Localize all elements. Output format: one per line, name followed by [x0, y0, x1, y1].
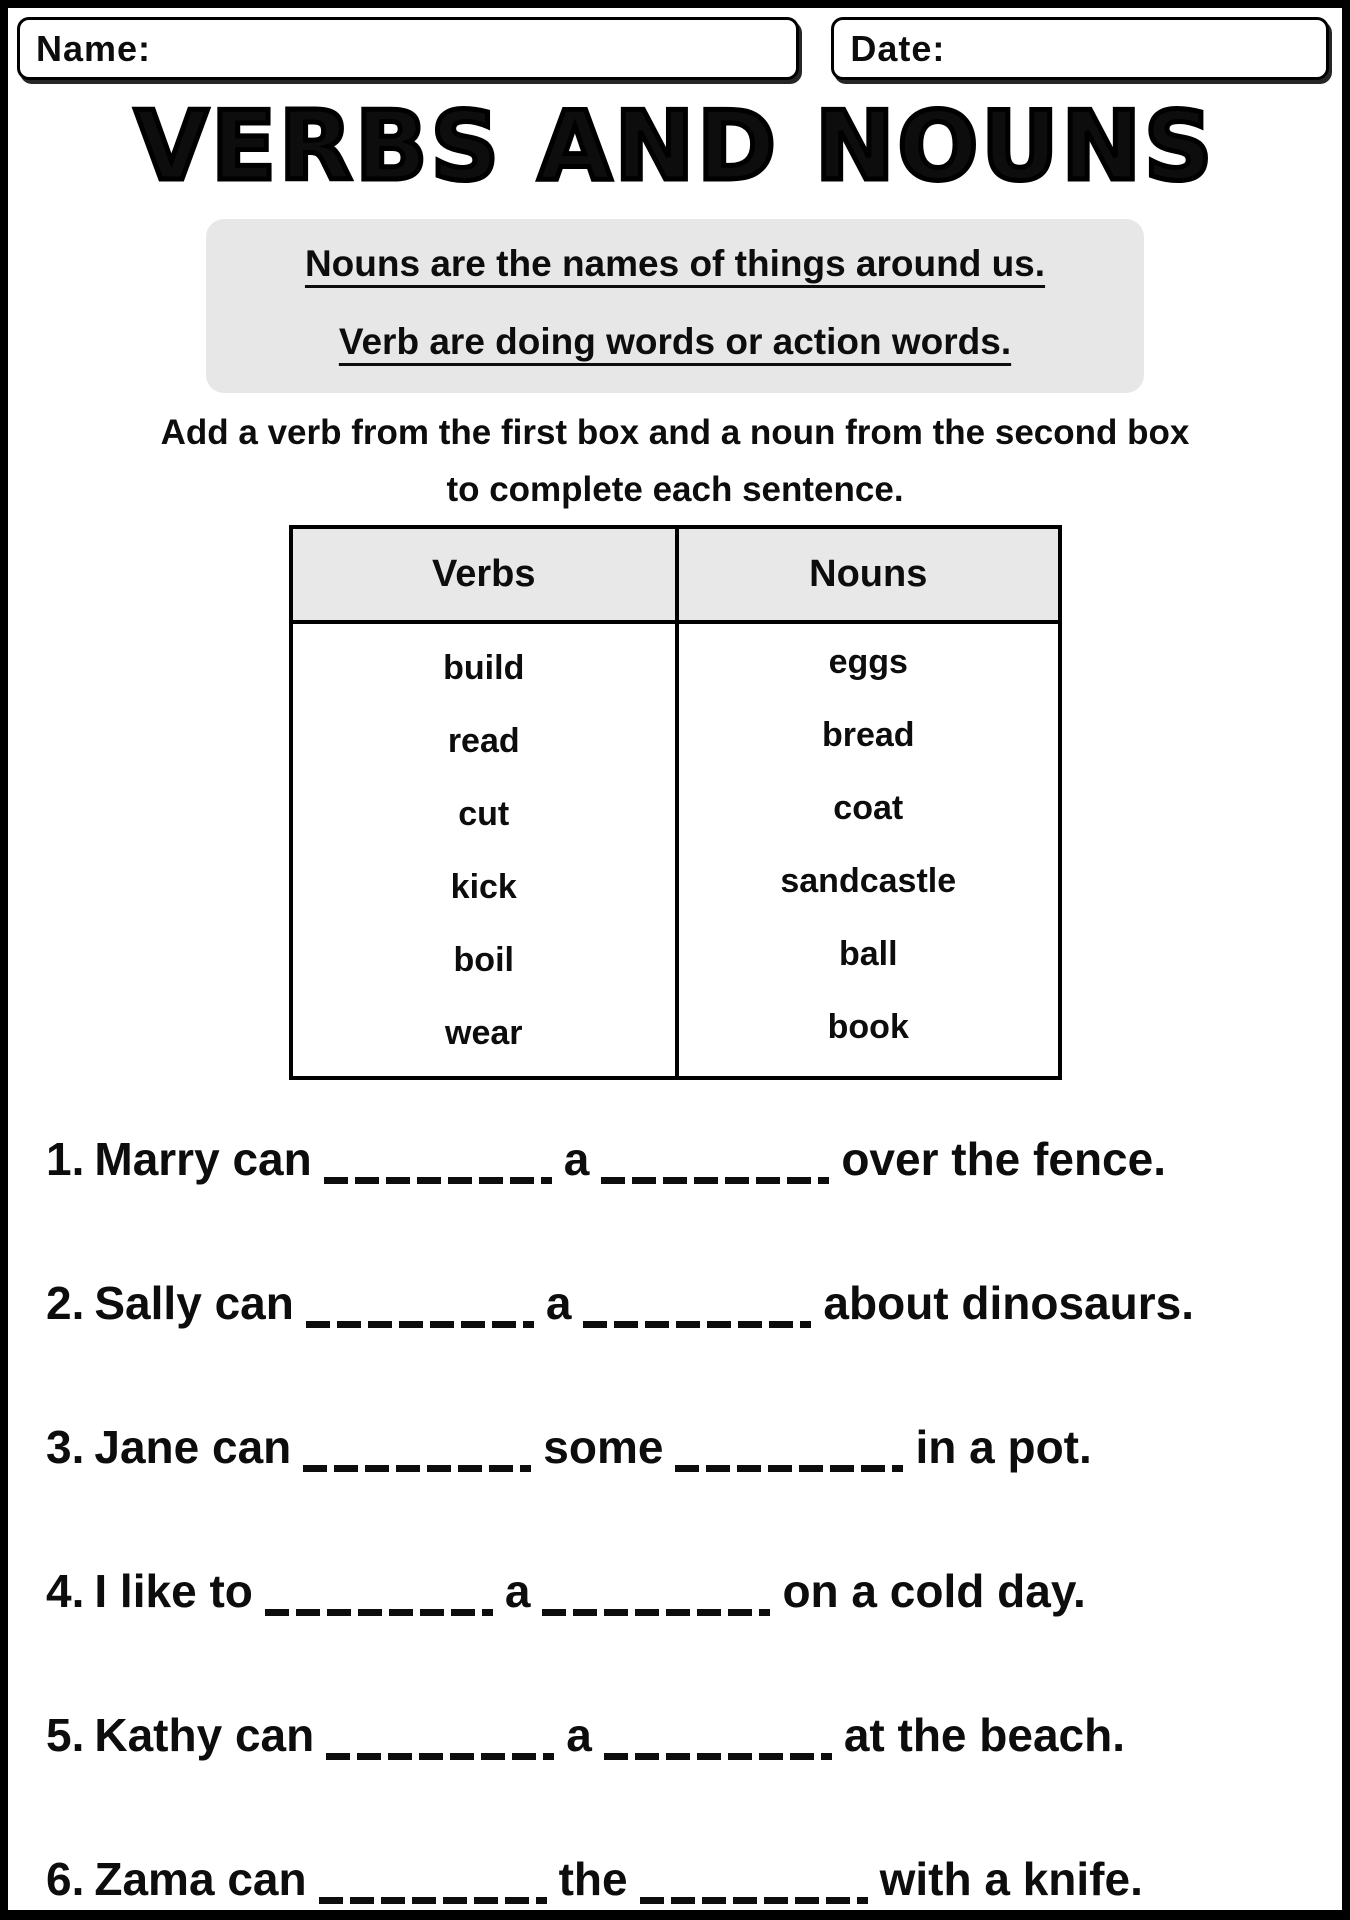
nouns-column	[675, 624, 1058, 1076]
verb-word: read	[447, 721, 520, 760]
verb-word: kick	[450, 867, 517, 906]
word-bank-body	[293, 624, 1058, 1076]
verb-word: boil	[453, 940, 514, 979]
verb-word: wear	[445, 1013, 523, 1052]
verbs-column-header: Verbs	[431, 552, 536, 595]
verb-blank[interactable]	[326, 1753, 554, 1760]
date-label: Date:	[850, 27, 946, 69]
sentence-number: 3.	[46, 1420, 85, 1473]
page-title: VERBS AND NOUNS	[134, 92, 1216, 202]
sentences-section	[46, 1132, 1322, 1906]
sentence-4	[46, 1564, 1322, 1618]
sentence-number: 1.	[46, 1132, 85, 1185]
date-field-box[interactable]	[831, 17, 1329, 80]
noun-blank[interactable]	[640, 1897, 868, 1904]
noun-word: sandcastle	[780, 861, 957, 900]
noun-blank[interactable]	[601, 1177, 829, 1184]
sentence-text-mid: a	[504, 1564, 531, 1617]
sentence-text-mid: the	[558, 1852, 628, 1905]
name-field-box[interactable]	[17, 17, 799, 80]
noun-word: eggs	[828, 642, 908, 681]
sentence-1	[46, 1132, 1322, 1186]
verb-word: build	[443, 648, 525, 687]
sentence-text-post: over the fence.	[841, 1132, 1166, 1185]
verb-blank[interactable]	[324, 1177, 552, 1184]
sentence-6	[46, 1852, 1322, 1906]
definitions-box	[206, 219, 1144, 393]
name-label: Name:	[36, 27, 152, 69]
sentence-number: 5.	[46, 1708, 85, 1761]
instructions-line-1: Add a verb from the first box and a noun from the second box	[160, 412, 1190, 452]
sentence-text-pre: Jane can	[94, 1420, 292, 1473]
verb-definition: Verb are doing words or action words.	[338, 320, 1012, 362]
sentence-text-post: with a knife.	[879, 1852, 1143, 1905]
noun-blank[interactable]	[604, 1753, 832, 1760]
noun-word: coat	[833, 788, 904, 827]
noun-word: ball	[838, 934, 898, 973]
sentence-text-pre: I like to	[94, 1564, 253, 1617]
sentence-text-mid: a	[563, 1132, 590, 1185]
name-date-row	[17, 17, 1329, 80]
word-bank-table	[289, 525, 1062, 1080]
verb-word: cut	[458, 794, 510, 833]
sentence-2	[46, 1276, 1322, 1330]
noun-blank[interactable]	[675, 1465, 903, 1472]
sentence-text-post: about dinosaurs.	[823, 1276, 1195, 1329]
noun-word: bread	[821, 715, 915, 754]
verb-blank[interactable]	[306, 1321, 534, 1328]
verb-blank[interactable]	[303, 1465, 531, 1472]
sentence-number: 4.	[46, 1564, 85, 1617]
sentence-text-pre: Sally can	[94, 1276, 294, 1329]
sentence-text-post: on a cold day.	[782, 1564, 1086, 1617]
sentence-number: 2.	[46, 1276, 85, 1329]
sentence-text-mid: some	[543, 1420, 664, 1473]
nouns-column-header: Nouns	[675, 529, 1058, 620]
sentence-3	[46, 1420, 1322, 1474]
noun-blank[interactable]	[542, 1609, 770, 1616]
instructions-line-2: to complete each sentence.	[446, 469, 904, 509]
noun-definition: Nouns are the names of things around us.	[304, 242, 1046, 284]
sentence-text-pre: Zama can	[94, 1852, 307, 1905]
sentence-text-pre: Kathy can	[94, 1708, 315, 1761]
sentence-text-mid: a	[566, 1708, 592, 1761]
noun-word: book	[827, 1007, 909, 1046]
sentence-text-pre: Marry can	[94, 1132, 312, 1185]
sentence-text-mid: a	[545, 1276, 572, 1329]
sentence-number: 6.	[46, 1852, 85, 1905]
sentence-text-post: in a pot.	[915, 1420, 1092, 1473]
verbs-column	[293, 624, 676, 1076]
sentence-text-post: at the beach.	[843, 1708, 1126, 1761]
verb-blank[interactable]	[319, 1897, 547, 1904]
sentence-5	[46, 1708, 1322, 1762]
word-bank-header-row	[293, 529, 1058, 624]
noun-blank[interactable]	[583, 1321, 811, 1328]
verb-blank[interactable]	[265, 1609, 493, 1616]
